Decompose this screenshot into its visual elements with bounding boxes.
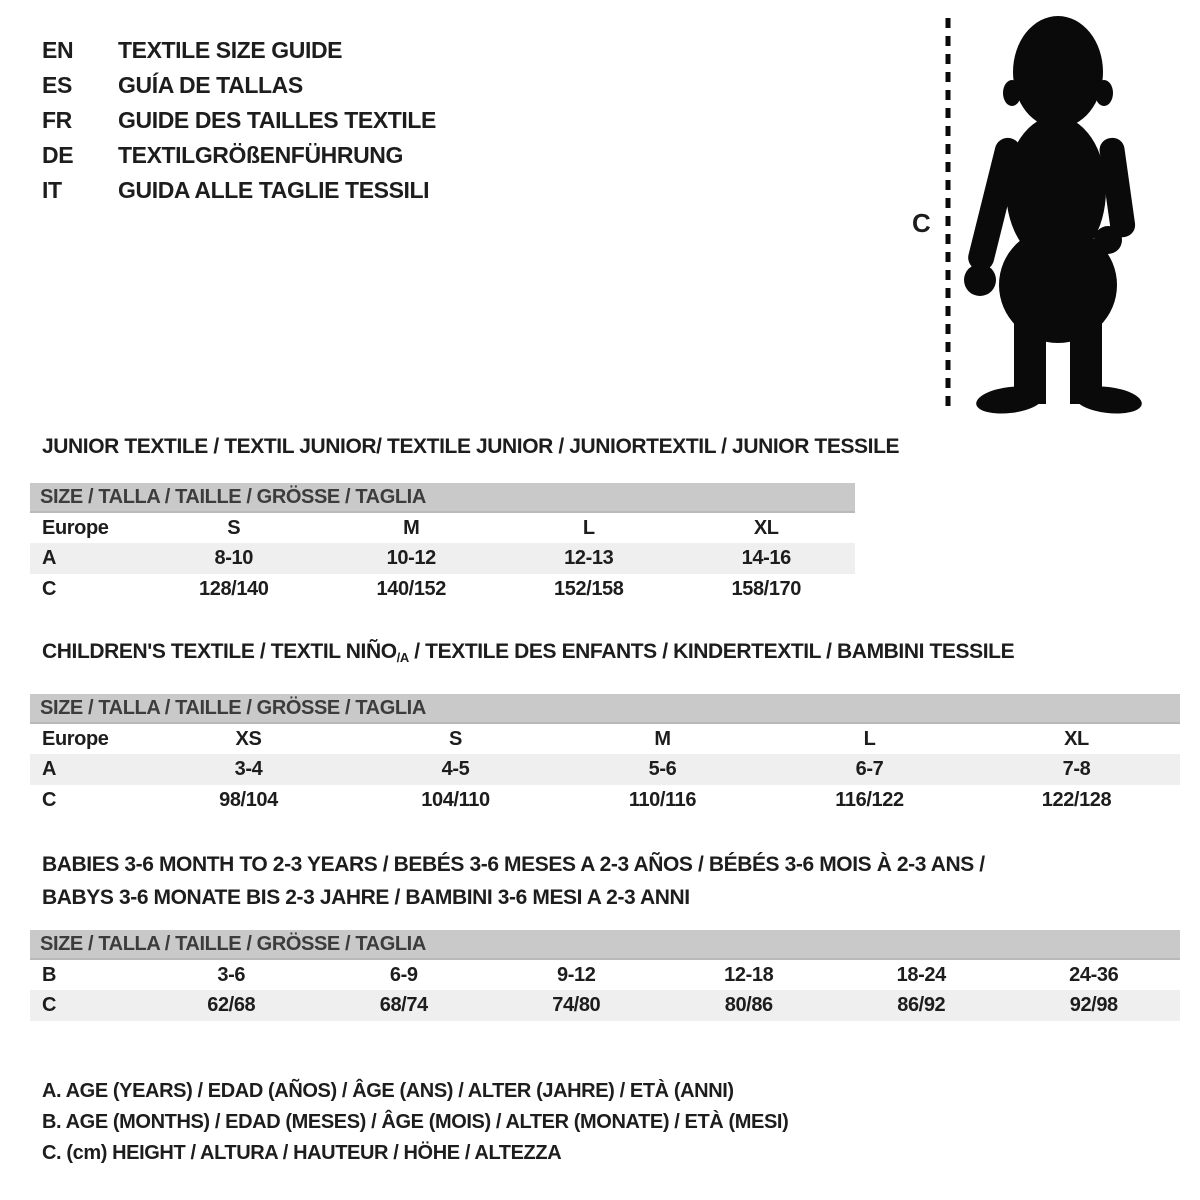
table-cell: 5-6 [648, 758, 677, 780]
row-label: A [42, 547, 57, 569]
toddler-silhouette [964, 16, 1143, 417]
table-cell: 128/140 [199, 578, 269, 600]
toddler-silhouette-graphic [938, 10, 1154, 420]
toddler-figure [900, 10, 1158, 422]
junior-textile-section [30, 435, 1180, 605]
table-cell: 4-5 [441, 758, 470, 780]
size-header-label: SIZE / TALLA / TAILLE / GRÖSSE / TAGLIA [30, 483, 855, 512]
children-title-sub: /A [396, 650, 409, 665]
table-row [30, 959, 1180, 990]
size-header-row [30, 694, 1180, 723]
row-label: Europe [42, 727, 109, 750]
legend-line-a: A. AGE (YEARS) / EDAD (AÑOS) / ÂGE (ANS) / ALTER (JAHRE) / ETÀ (ANNI) [42, 1080, 734, 1102]
table-cell: 8-10 [214, 547, 253, 569]
row-label: C [42, 578, 57, 600]
height-measure-label: C [912, 208, 931, 238]
table-cell: 80/86 [724, 994, 773, 1016]
table-cell: L [582, 516, 595, 539]
junior-section-title: JUNIOR TEXTILE / TEXTIL JUNIOR/ TEXTILE JUNIOR / JUNIORTEXTIL / JUNIOR TESSILE [42, 435, 900, 458]
table-cell: 140/152 [376, 578, 446, 600]
table-cell: 3-6 [217, 963, 246, 986]
language-row-it [42, 173, 436, 208]
legend-line-c: C. (cm) HEIGHT / ALTURA / HAUTEUR / HÖHE / ALTEZZA [42, 1142, 562, 1164]
table-row [30, 785, 1180, 816]
table-cell: 3-4 [234, 758, 263, 780]
table-cell: M [654, 727, 671, 750]
babies-textile-section [30, 848, 1180, 1021]
table-cell: 10-12 [386, 547, 436, 569]
guide-title-de: TEXTILGRÖßENFÜHRUNG [118, 142, 403, 168]
table-row [30, 543, 855, 574]
guide-title-es: GUÍA DE TALLAS [118, 72, 303, 98]
table-row [30, 754, 1180, 785]
guide-title-fr: GUIDE DES TAILLES TEXTILE [118, 107, 436, 133]
children-textile-section [30, 640, 1180, 816]
language-row-en [42, 33, 436, 68]
language-row-de [42, 138, 436, 173]
language-title-list [42, 33, 436, 208]
children-title-pre: CHILDREN'S TEXTILE / TEXTIL NIÑO [42, 640, 397, 663]
language-row-fr [42, 103, 436, 138]
table-cell: 7-8 [1062, 758, 1091, 780]
language-code: EN [42, 37, 74, 63]
table-row [30, 723, 1180, 754]
size-header-row [30, 483, 855, 512]
table-cell: 24-36 [1069, 963, 1119, 986]
table-row [30, 574, 855, 605]
table-cell: 86/92 [897, 994, 946, 1016]
table-cell: 158/170 [731, 578, 801, 600]
table-row [30, 512, 855, 543]
language-code: IT [42, 177, 62, 203]
table-cell: S [449, 727, 462, 750]
row-label: C [42, 789, 57, 811]
legend-line-b: B. AGE (MONTHS) / EDAD (MESES) / ÂGE (MOIS) / ALTER (MONATE) / ETÀ (MESI) [42, 1111, 789, 1133]
table-cell: 122/128 [1041, 789, 1112, 811]
guide-title-it: GUIDA ALLE TAGLIE TESSILI [118, 177, 430, 203]
table-cell: L [863, 727, 876, 750]
language-code: ES [42, 72, 72, 98]
table-row [30, 990, 1180, 1021]
row-label: B [42, 963, 57, 986]
table-cell: 98/104 [219, 789, 278, 811]
junior-size-table [30, 483, 855, 605]
table-cell: 6-9 [389, 963, 418, 986]
children-section-title [30, 640, 1180, 670]
table-cell: XL [753, 516, 779, 539]
table-cell: 6-7 [855, 758, 884, 780]
children-title-post: / TEXTILE DES ENFANTS / KINDERTEXTIL / BAMBINI TESSILE [408, 640, 1015, 663]
table-cell: M [403, 516, 420, 539]
row-label: Europe [42, 516, 109, 539]
table-cell: 18-24 [896, 963, 946, 986]
row-label: A [42, 758, 57, 780]
table-cell: 62/68 [207, 994, 256, 1016]
table-cell: XL [1064, 727, 1089, 750]
babies-title-line-1: BABIES 3-6 MONTH TO 2-3 YEARS / BEBÉS 3-6 MESES A 2-3 AÑOS / BÉBÉS 3-6 MOIS À 2-3 ANS / [42, 853, 985, 876]
table-cell: 152/158 [554, 578, 624, 600]
language-row-es [42, 68, 436, 103]
table-cell: 68/74 [379, 994, 428, 1016]
babies-size-table [30, 930, 1180, 1021]
table-cell: S [227, 516, 241, 539]
babies-section-title [30, 848, 1180, 914]
size-header-label: SIZE / TALLA / TAILLE / GRÖSSE / TAGLIA [30, 694, 1180, 723]
language-code: FR [42, 107, 72, 133]
table-cell: 104/110 [421, 789, 490, 811]
table-cell: 9-12 [557, 963, 596, 986]
table-cell: 12-13 [564, 547, 614, 569]
table-cell: 74/80 [552, 994, 601, 1016]
language-code: DE [42, 142, 74, 168]
table-cell: 92/98 [1069, 994, 1118, 1016]
table-cell: 116/122 [835, 789, 904, 811]
measurement-legend [42, 1076, 788, 1169]
table-cell: XS [235, 727, 262, 750]
babies-title-line-2: BABYS 3-6 MONATE BIS 2-3 JAHRE / BAMBINI 3-6 MESI A 2-3 ANNI [42, 886, 690, 909]
size-header-row [30, 930, 1180, 959]
children-size-table [30, 694, 1180, 816]
size-header-label: SIZE / TALLA / TAILLE / GRÖSSE / TAGLIA [30, 930, 1180, 959]
table-cell: 12-18 [724, 963, 774, 986]
row-label: C [42, 994, 57, 1016]
table-cell: 110/116 [628, 789, 697, 811]
table-cell: 14-16 [741, 547, 791, 569]
guide-title-en: TEXTILE SIZE GUIDE [118, 37, 343, 63]
